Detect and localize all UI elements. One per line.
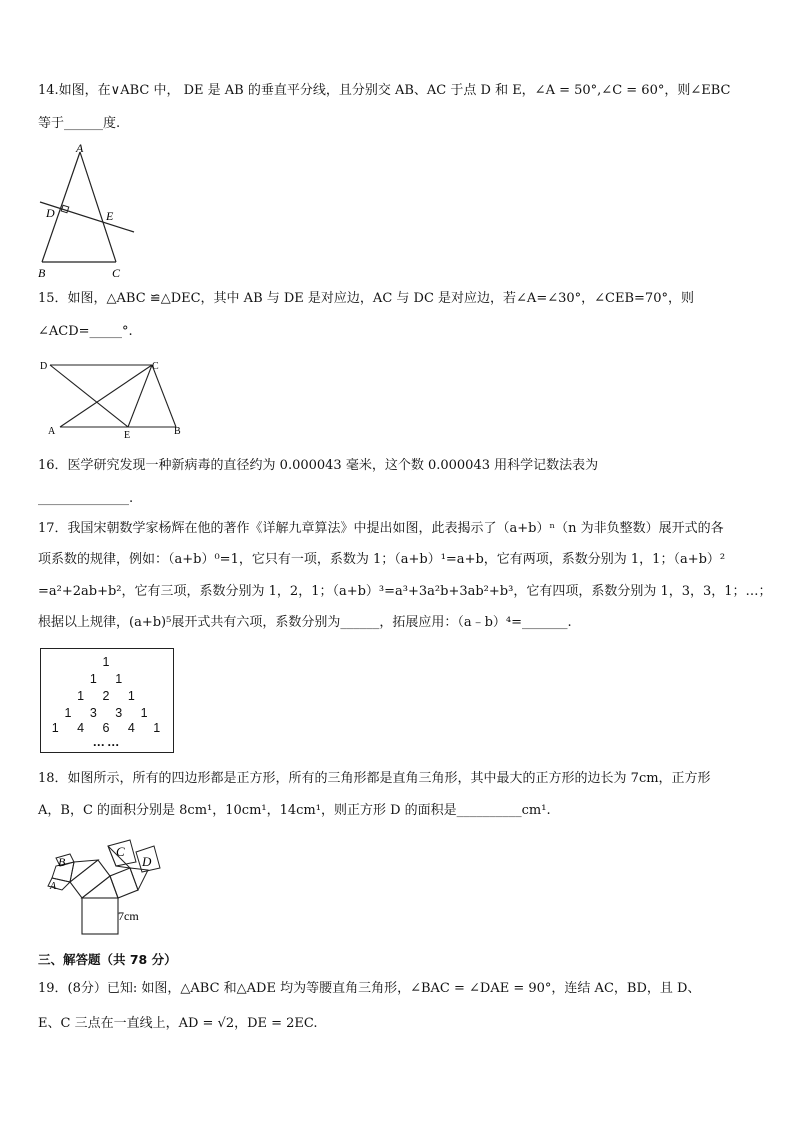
q14-line-1: 14.如图，在∨ABC 中， DE 是 AB 的垂直平分线，且分别交 AB、AC 于点 D 和 E，∠A = 50°,∠C = 60°，则∠EBC: [38, 83, 731, 98]
q15-figure: [36, 355, 186, 440]
q17-line-3: =a²+2ab+b²，它有三项，系数分别为 1，2，1；（a+b）³=a³+3a²b+3ab²+b³，它有四项，系数分别为 1，3，3，1；…；: [38, 584, 772, 599]
q18-label-a: A: [50, 881, 57, 892]
q14-label-e: E: [106, 209, 114, 223]
q14-label-a: A: [76, 142, 84, 155]
q18-label-b: B: [58, 855, 66, 869]
q15-label-b: B: [174, 426, 181, 437]
q14-label-b: B: [38, 266, 46, 280]
triangle-row-5: 1 4 6 4 1: [51, 721, 163, 735]
q19-line-2: E、C 三点在一直线上，AD = √2，DE = 2EC.: [38, 1016, 318, 1031]
q18-line-2: A，B，C 的面积分别是 8cm¹，10cm¹，14cm¹，则正方形 D 的面积是__________cm¹.: [38, 803, 551, 818]
q15-label-e: E: [124, 430, 131, 440]
q18-label-c: C: [116, 844, 125, 859]
section-3-heading: 三、解答题（共 78 分）: [38, 952, 177, 967]
q14-label-d: D: [46, 206, 55, 220]
q18-line-1: 18．如图所示，所有的四边形都是正方形，所有的三角形都是直角三角形，其中最大的正方形的边长为 7cm，正方形: [38, 771, 711, 786]
q18-figure: [44, 832, 164, 940]
q16-line-2: ______________.: [38, 491, 134, 506]
q18-label-side: 7cm: [118, 909, 139, 923]
triangle-row-1: 1: [102, 655, 112, 669]
triangle-row-2: 1 1: [89, 672, 125, 686]
q17-line-1: 17．我国宋朝数学家杨辉在他的著作《详解九章算法》中提出如图，此表揭示了（a+b）ⁿ（n 为非负整数）展开式的各: [38, 521, 724, 536]
q15-label-c: C: [152, 361, 159, 372]
q15-label-d: D: [40, 361, 48, 372]
triangle-row-4: 1 3 3 1: [64, 706, 150, 720]
q14-figure: [36, 142, 146, 282]
q15-line-2: ∠ACD=_____°.: [38, 324, 133, 339]
q16-line-1: 16．医学研究发现一种新病毒的直径约为 0.000043 毫米，这个数 0.000043 用科学记数法表为: [38, 458, 599, 473]
q15-line-1: 15．如图，△ABC ≌△DEC，其中 AB 与 DE 是对应边，AC 与 DC 是对应边，若∠A=∠30°，∠CEB=70°，则: [38, 291, 694, 306]
q18-label-d: D: [142, 854, 152, 869]
q17-line-4: 根据以上规律，(a+b)⁵展开式共有六项，系数分别为______，拓展应用：（a﹣b）⁴=_______.: [38, 615, 572, 630]
triangle-row-ellipsis: ……: [92, 735, 122, 749]
triangle-row-3: 1 2 1: [77, 689, 137, 703]
q14-line-2: 等于______度.: [38, 116, 121, 131]
q17-line-2: 项系数的规律，例如：（a+b）⁰=1，它只有一项，系数为 1；（a+b）¹=a+b，它有两项，系数分别为 1，1；（a+b）²: [38, 552, 726, 567]
q15-label-a: A: [48, 426, 56, 437]
yang-hui-triangle-box: [40, 648, 174, 753]
q14-label-c: C: [112, 266, 121, 280]
q19-line-1: 19．(8分）已知: 如图，△ABC 和△ADE 均为等腰直角三角形，∠BAC = ∠DAE = 90°，连结 AC，BD，且 D、: [38, 981, 701, 996]
